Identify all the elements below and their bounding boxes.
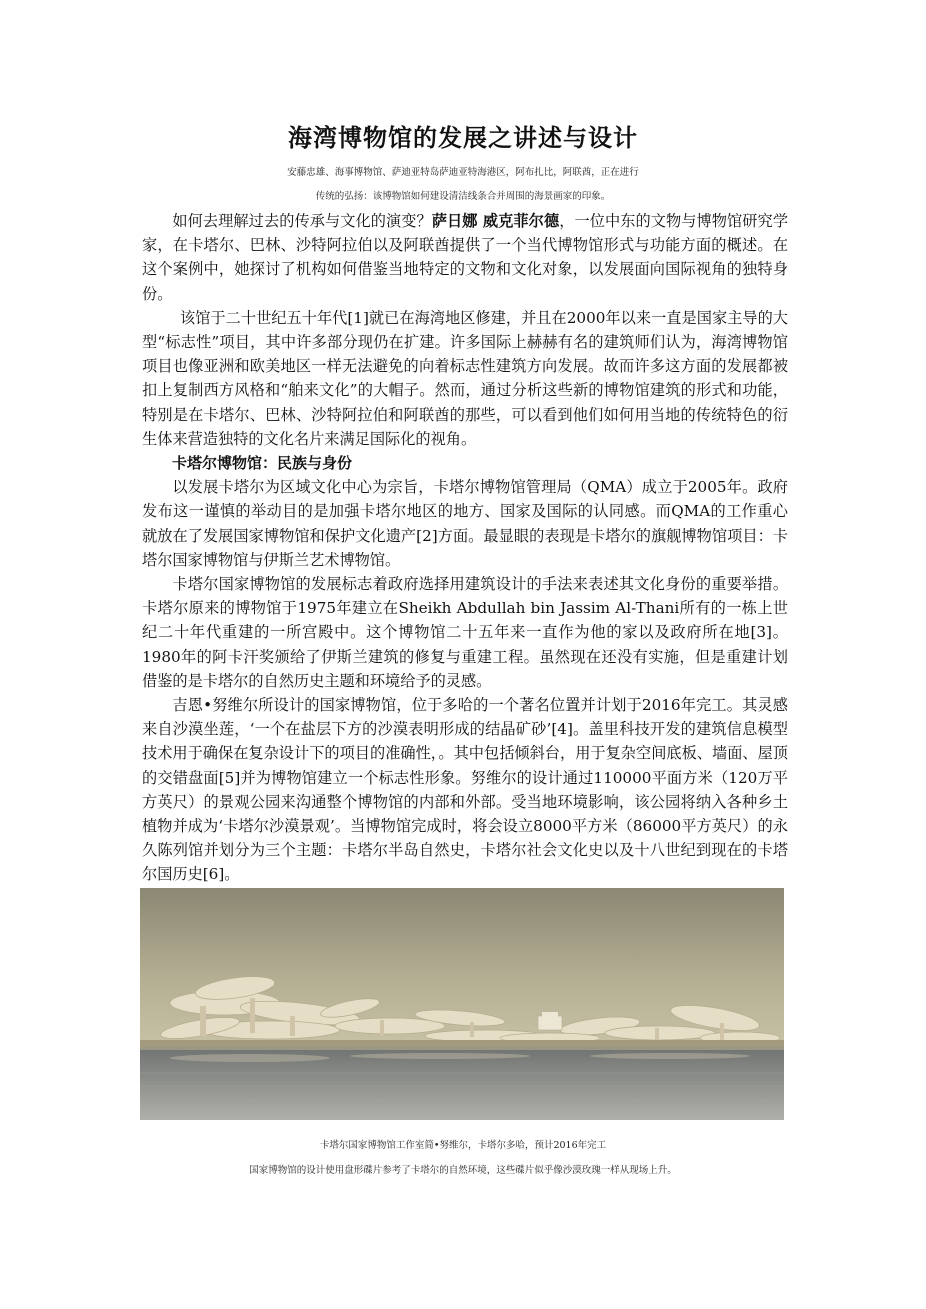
paragraph-intro [142, 209, 788, 306]
intro-question: 如何去理解过去的传承与文化的演变？ [172, 212, 432, 230]
museum-rendering-image [140, 888, 784, 1120]
section-heading: 卡塔尔博物馆：民族与身份 [172, 454, 353, 473]
paragraph-4: 卡塔尔国家博物馆的发展标志着政府选择用建筑设计的手法来表述其文化身份的重要举措。卡塔尔原来的博物馆于1975年建立在Sheikh Abdullah bin Jassim Al-Thani所有的一栋上世纪二十年代重建的一所宫殿中。这个博物馆二十五年来一直作为他的家以及政府所在地[3]。1980年的阿卡汗奖颁给了伊斯兰建筑的修复与重建工程。虽然现在还没有实施，但是重建计划借鉴的是卡塔尔的自然历史主题和环境给予的灵感。 [142, 575, 788, 690]
figure-caption-line-2: 国家博物馆的设计使用盘形碟片参考了卡塔尔的自然环境，这些碟片似乎像沙漠玫瑰一样从现场上升。 [249, 1165, 677, 1176]
paragraph-3: 以发展卡塔尔为区域文化中心为宗旨，卡塔尔博物馆管理局（QMA）成立于2005年。政府发布这一谨慎的举动目的是加强卡塔尔地区的地方、国家及国际的认同感。而QMA的工作重心就放在了发展国家博物馆和保护文化遗产[2]方面。最显眼的表现是卡塔尔的旗舰博物馆项目：卡塔尔国家博物馆与伊斯兰艺术博物馆。 [142, 478, 788, 569]
subtitle-line-1: 安藤忠雄、海事博物馆、萨迪亚特岛萨迪亚特海港区，阿布扎比，阿联酋，正在进行 [287, 167, 639, 178]
figure-caption-line-1: 卡塔尔国家博物馆工作室简•努维尔，卡塔尔多哈，预计2016年完工 [319, 1140, 607, 1151]
article-body [142, 209, 788, 887]
subtitle-line-2: 传统的弘扬：该博物馆如何建设清洁线条合并周围的海景画家的印象。 [315, 191, 611, 202]
document-title: 海湾博物馆的发展之讲述与设计 [288, 124, 638, 152]
paragraph-2: 该馆于二十世纪五十年代[1]就已在海湾地区修建，并且在2000年以来一直是国家主导的大型“标志性”项目，其中许多部分现仍在扩建。许多国际上赫赫有名的建筑师们认为，海湾博物馆项目也像亚洲和欧美地区一样无法避免的向着标志性建筑方向发展。故而许多这方面的发展都被扣上复制西方风格和“舶来文化”的大帽子。然而，通过分析这些新的博物馆建筑的形式和功能，特别是在卡塔尔、巴林、沙特阿拉伯和阿联酋的那些，可以看到他们如何用当地的传统特色的衍生体来营造独特的文化名片来满足国际化的视角。 [142, 308, 788, 448]
paragraph-5: 吉恩•努维尔所设计的国家博物馆，位于多哈的一个著名位置并计划于2016年完工。其灵感来自沙漠坐莲，‘一个在盐层下方的沙漠表明形成的结晶矿砂’[4]。盖里科技开发的建筑信息模型技术用于确保在复杂设计下的项目的准确性，。其中包括倾斜台，用于复杂空间底板、墙面、屋顶的交错盘面[5]并为博物馆建立一个标志性形象。努维尔的设计通过110000平面方米（120万平方英尺）的景观公园来沟通整个博物馆的内部和外部。受当地环境影响，该公园将纳入各种乡土植物并成为‘卡塔尔沙漠景观’。当博物馆完成时，将会设立8000平方米（86000平方英尺）的永久陈列馆并划分为三个主题：卡塔尔半岛自然史，卡塔尔社会文化史以及十八世纪到现在的卡塔尔国历史[6]。 [142, 696, 788, 884]
author-name: 萨日娜 威克菲尔德 [431, 212, 560, 230]
intro-rest: ，一位中东的文物与博物馆研究学家，在卡塔尔、巴林、沙特阿拉伯以及阿联酋提供了一个当代博物馆形式与功能方面的概述。在这个案例中，她探讨了机构如何借鉴当地特定的文物和文化对象，以发展面向国际视角的独特身份。 [142, 212, 788, 303]
